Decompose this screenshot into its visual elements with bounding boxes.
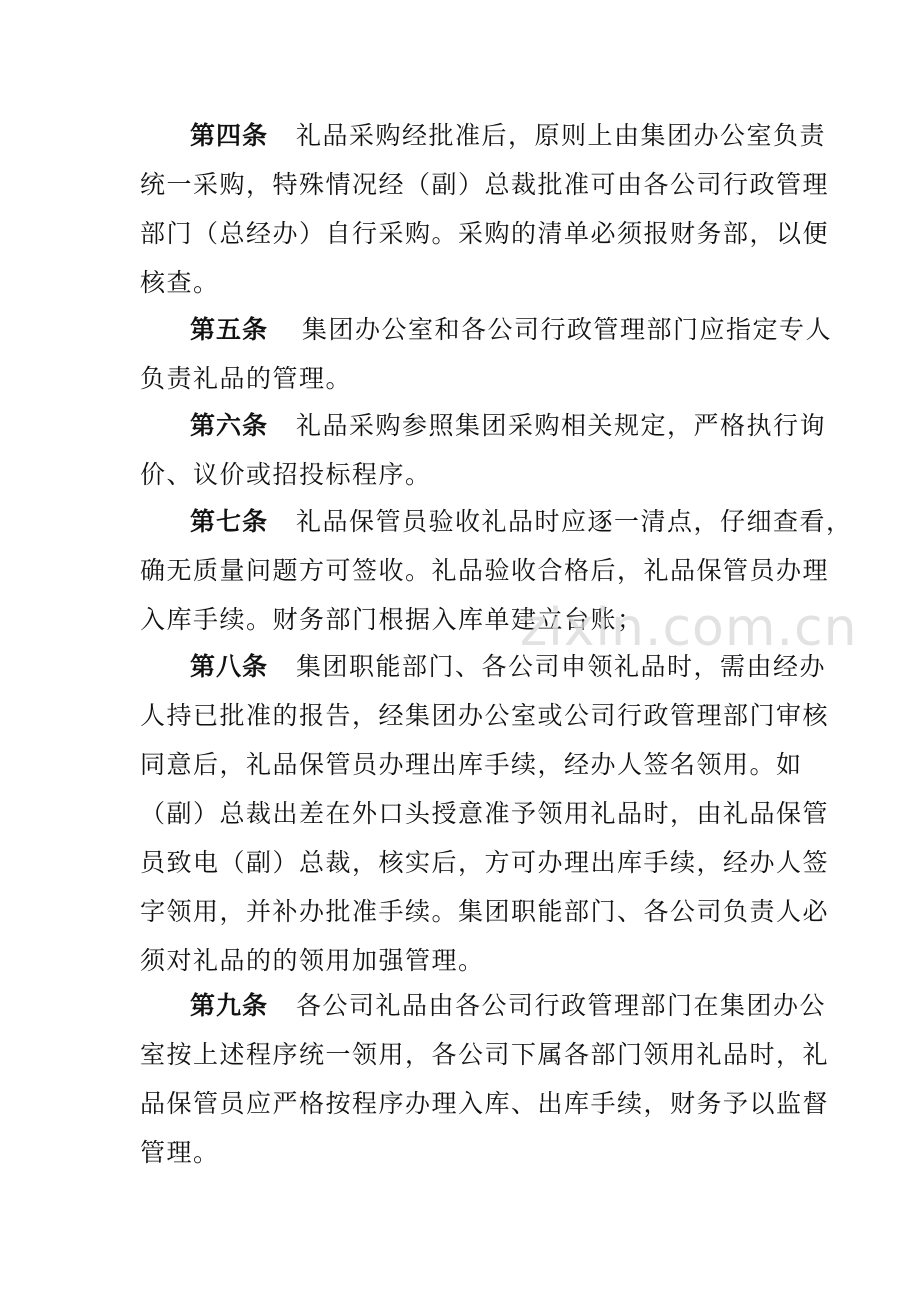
article-7-text-1: 礼品保管员验收礼品时应逐一清点，仔细查看， bbox=[296, 507, 853, 536]
article-5-heading: 第五条 bbox=[190, 315, 269, 344]
article-8-line-2: 人持已批准的报告，经集团办公室或公司行政管理部门审核 bbox=[140, 701, 830, 730]
article-8-line-4: （副）总裁出差在外口头授意准予领用礼品时，由礼品保管 bbox=[140, 799, 830, 828]
article-9-line-4: 管理。 bbox=[140, 1138, 220, 1167]
article-4-heading: 第四条 bbox=[190, 121, 269, 150]
article-5-text-1: 集团办公室和各公司行政管理部门应指定专人 bbox=[302, 315, 833, 344]
article-9-line-1 bbox=[190, 982, 826, 1029]
article-7-line-3: 入库手续。财务部门根据入库单建立台账； bbox=[140, 605, 644, 634]
article-8-line-7: 须对礼品的的领用加强管理。 bbox=[140, 946, 485, 975]
article-4-line-3: 部门（总经办）自行采购。采购的清单必须报财务部，以便 bbox=[140, 219, 830, 248]
article-4-line-1 bbox=[190, 112, 826, 159]
article-4-line-4: 核查。 bbox=[140, 268, 220, 297]
article-5-line-2: 负责礼品的管理。 bbox=[140, 364, 353, 393]
article-8-text-1: 集团职能部门、各公司申领礼品时，需由经办 bbox=[296, 652, 827, 681]
article-6-text-1: 礼品采购参照集团采购相关规定，严格执行询 bbox=[296, 411, 827, 440]
article-8-line-6: 字领用，并补办批准手续。集团职能部门、各公司负责人必 bbox=[140, 897, 830, 926]
article-8-heading: 第八条 bbox=[190, 652, 269, 681]
article-8-line-3: 同意后，礼品保管员办理出库手续，经办人签名领用。如 bbox=[140, 750, 803, 779]
article-4-text-1: 礼品采购经批准后，原则上由集团办公室负责 bbox=[296, 121, 827, 150]
article-7-line-1 bbox=[190, 498, 853, 545]
article-6-line-1 bbox=[190, 402, 826, 449]
article-8-line-5: 员致电（副）总裁，核实后，方可办理出库手续，经办人签 bbox=[140, 848, 830, 877]
article-5-line-1 bbox=[190, 306, 832, 353]
watermark: zixin.com.cn bbox=[520, 598, 858, 658]
article-7-line-2: 确无质量问题方可签收。礼品验收合格后，礼品保管员办理 bbox=[140, 556, 830, 585]
article-9-line-2: 室按上述程序统一领用，各公司下属各部门领用礼品时，礼 bbox=[140, 1040, 830, 1069]
article-4-line-2: 统一采购，特殊情况经（副）总裁批准可由各公司行政管理 bbox=[140, 170, 830, 199]
article-6-heading: 第六条 bbox=[190, 411, 269, 440]
article-9-text-1: 各公司礼品由各公司行政管理部门在集团办公 bbox=[296, 991, 827, 1020]
article-9-line-3: 品保管员应严格按程序办理入库、出库手续，财务予以监督 bbox=[140, 1089, 830, 1118]
article-9-heading: 第九条 bbox=[190, 991, 269, 1020]
article-7-heading: 第七条 bbox=[190, 507, 269, 536]
article-8-line-1 bbox=[190, 643, 826, 690]
article-6-line-2: 价、议价或招投标程序。 bbox=[140, 460, 432, 489]
